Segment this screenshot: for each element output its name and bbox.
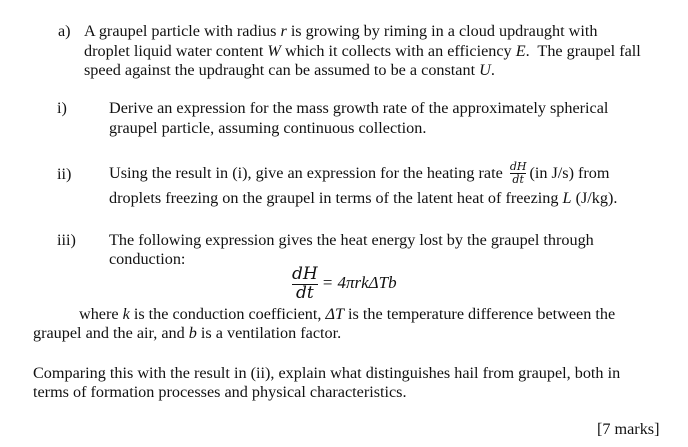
part-a-label: a) bbox=[58, 22, 71, 40]
text: is the temperature difference between the bbox=[344, 305, 616, 323]
fraction-numerator: dH bbox=[292, 264, 318, 284]
text: speed against the updraught can be assumed to be a constant bbox=[84, 61, 480, 79]
sub-i-line-1: Derive an expression for the mass growth rate of the approximately spherical bbox=[109, 99, 609, 117]
sub-iii-line-1: The following expression gives the heat energy lost by the graupel through bbox=[109, 231, 594, 249]
text: . bbox=[490, 61, 495, 79]
text: Using the result in (i), give an expression for the heating rate bbox=[109, 164, 503, 182]
var-k: k bbox=[122, 305, 130, 323]
sub-i-label: i) bbox=[57, 99, 67, 117]
equation-rhs: = 4πrkΔTb bbox=[321, 273, 397, 293]
conduction-equation bbox=[292, 266, 397, 303]
var-e: E bbox=[515, 41, 526, 60]
var-r: r bbox=[280, 22, 287, 40]
where-line-2 bbox=[33, 324, 341, 344]
sub-iii-label: iii) bbox=[57, 231, 76, 249]
var-u: U bbox=[479, 61, 491, 79]
equation-lhs-fraction bbox=[292, 266, 318, 303]
fraction-denominator: dt bbox=[512, 172, 524, 186]
fraction-numerator: dH bbox=[509, 160, 527, 174]
text: . The graupel fall bbox=[525, 41, 641, 60]
text: (J/kg). bbox=[571, 189, 618, 207]
text: is a ventilation factor. bbox=[196, 324, 342, 342]
sub-ii-line-1 bbox=[109, 158, 610, 188]
intro-line-1 bbox=[84, 22, 597, 42]
sub-i-line-2: graupel particle, assuming continuous collection. bbox=[109, 119, 427, 137]
marks-label: [7 marks] bbox=[597, 420, 660, 438]
text: droplet liquid water content bbox=[84, 41, 268, 60]
text: which it collects with an efficiency bbox=[280, 41, 516, 60]
text: is growing by riming in a cloud updraught with bbox=[286, 22, 598, 40]
sub-ii-line-2 bbox=[109, 189, 617, 209]
compare-line-1: Comparing this with the result in (ii), explain what distinguishes hail from graupel, both in bbox=[33, 364, 621, 382]
var-l: L bbox=[562, 189, 572, 207]
text: A graupel particle with radius bbox=[84, 22, 281, 40]
intro-line-2 bbox=[84, 42, 641, 62]
text: where bbox=[79, 305, 123, 323]
sub-iii-line-2: conduction: bbox=[109, 250, 186, 268]
text: (in J/s) from bbox=[529, 164, 610, 182]
text: droplets freezing on the graupel in terms of the latent heat of freezing bbox=[109, 189, 563, 207]
text: graupel and the air, and bbox=[33, 324, 189, 342]
dh-dt-fraction bbox=[510, 161, 527, 185]
intro-line-3 bbox=[84, 61, 495, 81]
var-delta-t: ΔT bbox=[325, 305, 344, 323]
compare-line-2: terms of formation processes and physical characteristics. bbox=[33, 383, 407, 401]
var-b: b bbox=[188, 324, 197, 342]
where-line-1 bbox=[79, 305, 615, 325]
text: is the conduction coefficient, bbox=[129, 305, 326, 323]
sub-ii-label: ii) bbox=[57, 165, 72, 183]
var-w: W bbox=[267, 41, 281, 60]
fraction-denominator: dt bbox=[296, 282, 314, 303]
